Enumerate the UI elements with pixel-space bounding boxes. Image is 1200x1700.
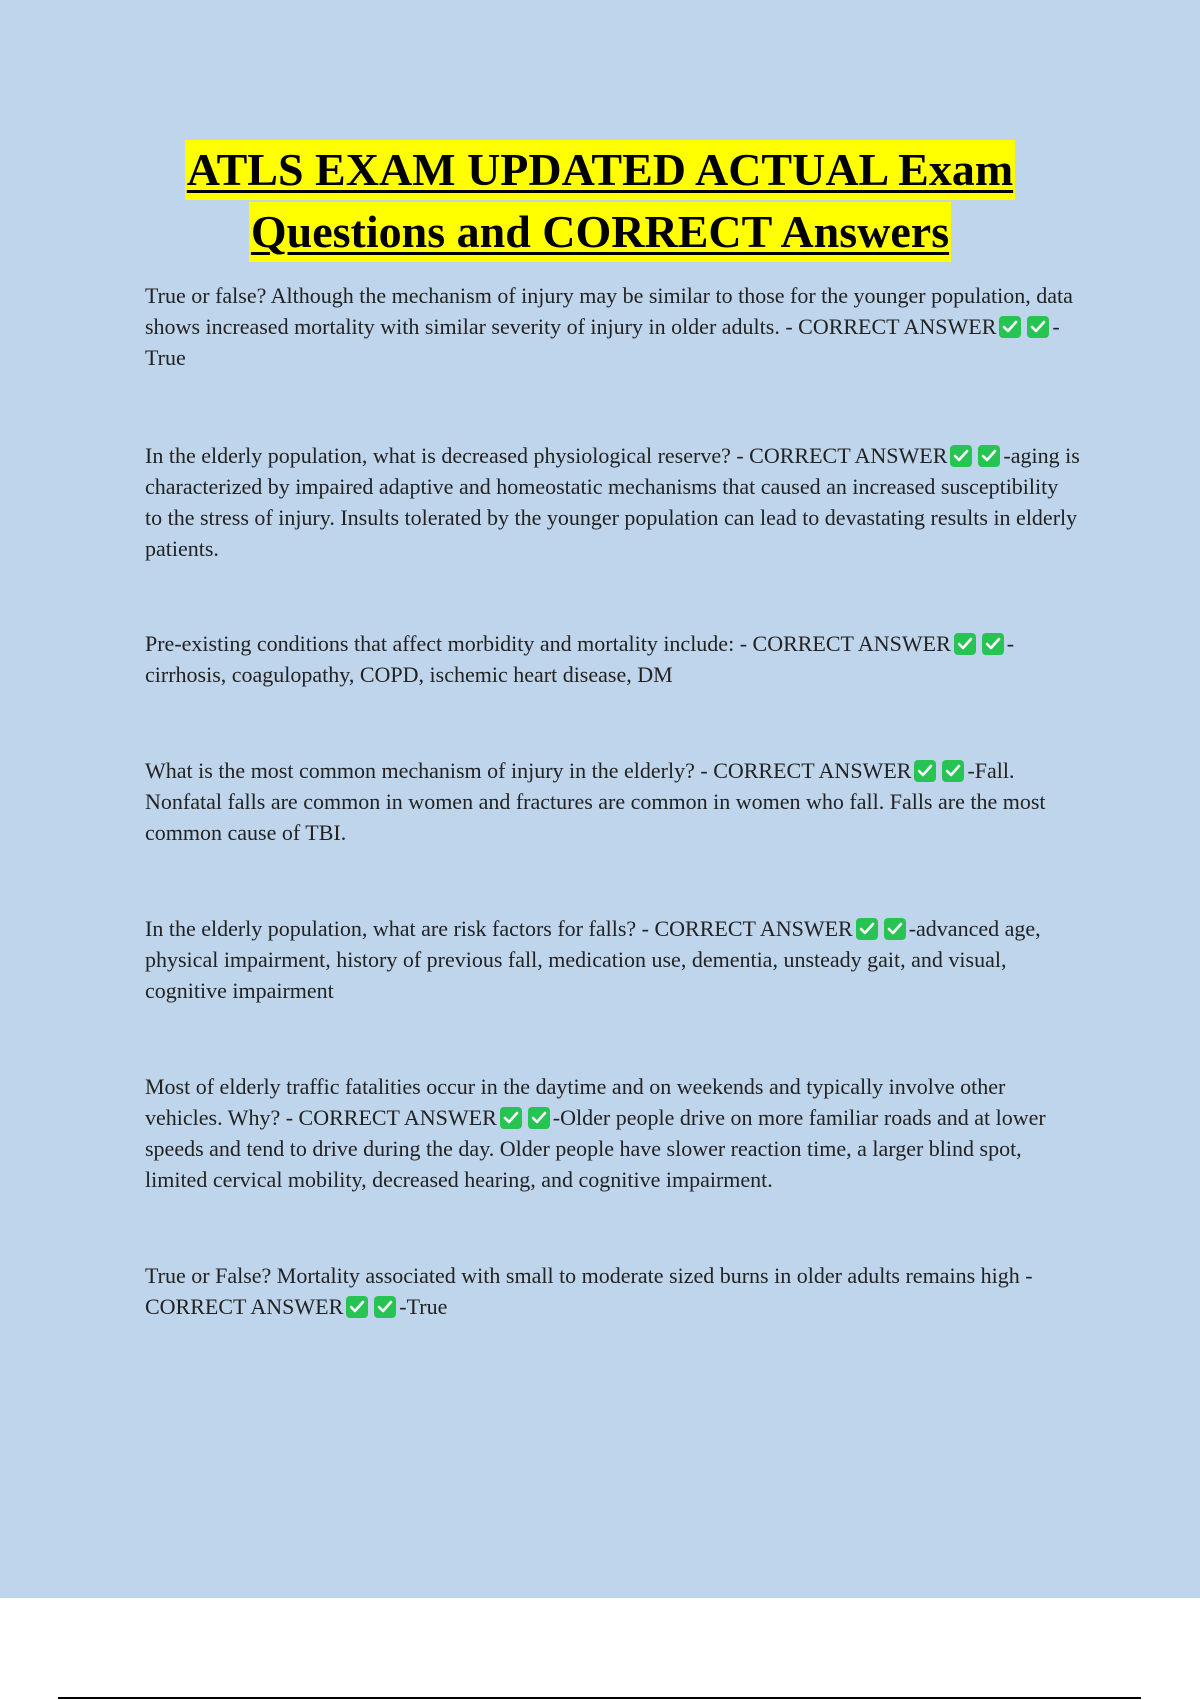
- checkmark-icon: [346, 1296, 368, 1318]
- checkmark-icon: [982, 633, 1004, 655]
- qa-item: [145, 1260, 1080, 1322]
- checkmark-icon: [856, 918, 878, 940]
- qa-item: [145, 280, 1080, 373]
- checkmark-icon: [1027, 316, 1049, 338]
- checkmark-icon: [978, 445, 1000, 467]
- qa-question: What is the most common mechanism of injury in the elderly? - CORRECT ANSWER: [145, 758, 912, 783]
- qa-item: [145, 628, 1080, 690]
- qa-item: [145, 1071, 1080, 1195]
- checkmark-icon: [884, 918, 906, 940]
- qa-answer: -cirrhosis, coagulopathy, COPD, ischemic heart disease, DM: [145, 631, 1015, 687]
- qa-item: [145, 913, 1080, 1006]
- qa-answer: -True: [399, 1294, 448, 1319]
- qa-answer: -Fall. Nonfatal falls are common in women and fractures are common in women who fall. Falls are the most common cause of TBI.: [145, 758, 1046, 845]
- qa-question: True or False? Mortality associated with small to moderate sized burns in older adults remains high - CORRECT ANSWER: [145, 1263, 1033, 1319]
- qa-answer: -advanced age, physical impairment, history of previous fall, medication use, dementia, unsteady gait, and visual, cognitive impairment: [145, 916, 1041, 1003]
- title-line-1: ATLS EXAM UPDATED ACTUAL Exam: [185, 140, 1015, 200]
- document-title: [0, 140, 1200, 262]
- qa-question: Most of elderly traffic fatalities occur in the daytime and on weekends and typically involve other vehicles. Why? - CORRECT ANSWER: [145, 1074, 1006, 1130]
- title-line-2: Questions and CORRECT Answers: [249, 202, 951, 262]
- checkmark-icon: [942, 760, 964, 782]
- checkmark-icon: [950, 445, 972, 467]
- qa-list: [145, 280, 1080, 1322]
- qa-item: [145, 755, 1080, 848]
- checkmark-icon: [954, 633, 976, 655]
- qa-answer: -aging is characterized by impaired adaptive and homeostatic mechanisms that caused an increased susceptibility to the stress of injury. Insults tolerated by the younger population can lead to devastating results in elderly patients.: [145, 443, 1080, 561]
- bottom-divider: [58, 1697, 1141, 1699]
- qa-item: [145, 440, 1080, 564]
- checkmark-icon: [528, 1107, 550, 1129]
- qa-question: In the elderly population, what is decreased physiological reserve? - CORRECT ANSWER: [145, 443, 948, 468]
- checkmark-icon: [500, 1107, 522, 1129]
- qa-question: Pre-existing conditions that affect morbidity and mortality include: - CORRECT ANSWER: [145, 631, 951, 656]
- qa-answer: -Older people drive on more familiar roads and at lower speeds and tend to drive during the day. Older people have slower reaction time, a larger blind spot, limited cervical mobility, decreased hearing, and cognitive impairment.: [145, 1105, 1046, 1192]
- checkmark-icon: [914, 760, 936, 782]
- qa-answer: -True: [145, 314, 1060, 370]
- checkmark-icon: [999, 316, 1021, 338]
- checkmark-icon: [374, 1296, 396, 1318]
- qa-question: In the elderly population, what are risk factors for falls? - CORRECT ANSWER: [145, 916, 853, 941]
- qa-question: True or false? Although the mechanism of injury may be similar to those for the younger population, data shows increased mortality with similar severity of injury in older adults. - CORRECT ANSWER: [145, 283, 1073, 339]
